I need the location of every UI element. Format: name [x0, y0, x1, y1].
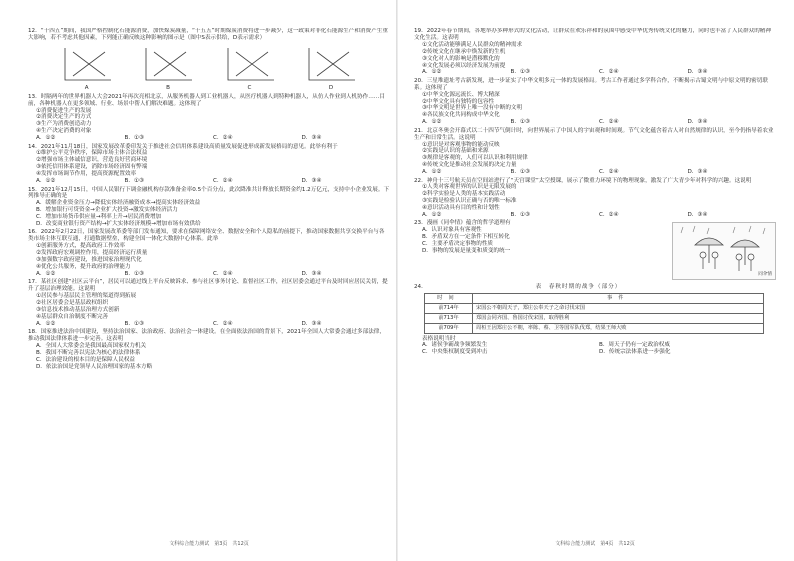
question-22 [414, 178, 776, 219]
table-title: 表 春秋时期的战争（部分） [535, 283, 622, 290]
statement: ④发挥市场调节作用，提高资源配置效率 [36, 171, 137, 178]
page-footer: 文科综合能力测试 第3页 共12页 [169, 541, 249, 548]
cell-time: 前714年 [425, 303, 473, 313]
option[interactable]: B．①③ [124, 178, 144, 185]
cartoon-caption: 同伞情 [758, 271, 772, 277]
statement: ③实践是检验认识正确与否的唯一标准 [422, 198, 517, 205]
option[interactable]: C．②④ [213, 320, 233, 327]
option[interactable]: A．①② [36, 270, 56, 277]
supply-demand-charts [28, 42, 390, 85]
options [414, 69, 776, 76]
table-header [425, 293, 764, 303]
option[interactable]: B．①③ [510, 69, 530, 76]
option[interactable]: A．①② [36, 135, 56, 142]
option[interactable]: C．增加市场货币供应量→利率上升→居民消费增加 [36, 214, 162, 221]
question-stem: 16．2022年2月22日，国家发展改革委等部门发布通知，要求在保障网络安全、数据安全和个人隐私的前提下，推动国家数据共享交换平台与各类市场主体互联互通，打通数据壁垒，构建全国一体化大数据中心体系。此举 [28, 229, 385, 243]
option[interactable]: D．③④ [687, 169, 708, 176]
chart-d [303, 44, 359, 84]
statement: ①维护公平竞争秩序，保障市场主体合法权益 [36, 150, 148, 157]
options [28, 271, 390, 278]
chart-letter: A [84, 84, 89, 91]
table-note: 表格说明当时 [422, 335, 456, 342]
cell-event: 周桓王因郑庄公不朝，率陈、蔡、卫等国军队伐郑，结果王师大败 [473, 323, 764, 333]
page-footer: 文科综合能力测试 第4页 共12页 [555, 541, 635, 548]
question-number: 24． [414, 283, 427, 290]
option[interactable]: C．②④ [213, 270, 233, 277]
statement: ③中华文明是世界上唯一没有中断的文明 [422, 105, 523, 112]
header-event: 事件 [473, 293, 764, 303]
statement: ②科学实验是人类的基本实践活动 [422, 191, 506, 198]
option[interactable]: D．③④ [687, 119, 708, 126]
option[interactable]: C．②④ [213, 135, 233, 142]
statement: ②社区居委会是基层政权组织 [36, 300, 109, 306]
statement: ④基层群众自治制度不断完善 [36, 313, 109, 320]
question-stem: 19．2022年春节期间，各地举办多种形式的文化活动，让群众在欢乐祥和的氛围中感受中华优秀传统文化的魅力，同时也丰富了人民群众的精神文化生活。这表明 [414, 28, 771, 41]
chart-a [59, 44, 115, 84]
options [414, 169, 776, 176]
statement: ①消费促进生产的发展 [36, 107, 92, 114]
question-stem: 15．2021年12月15日，中国人民银行下调金融机构存款准备金率0.5个百分点，此次降准共计释放长期资金约1.2万亿元，支持中小企业发展。下列推导正确的是 [28, 186, 390, 200]
chart-letter: C [247, 84, 252, 91]
question-12 [28, 28, 390, 92]
option[interactable]: C．②④ [213, 178, 233, 185]
question-16 [28, 229, 390, 277]
left-page [28, 28, 390, 548]
chart-letters [28, 85, 390, 92]
option[interactable]: D．事物的发展是量变和质变的统一 [422, 248, 511, 255]
options [28, 321, 390, 328]
statement: ④文化发展必须以经济发展为前提 [422, 62, 506, 69]
option[interactable]: B．①③ [124, 270, 144, 277]
question-stem: 14．2021年11月18日，国家发展改革委印发关于推进社会信用体系建设高质量发展促进形成新发展格局的意见。此举有利于 [28, 143, 338, 150]
chart-c [222, 44, 278, 84]
option[interactable]: B．矛盾双方在一定条件下相互转化 [422, 234, 510, 241]
option[interactable]: B．周天子仍有一定政治权威 [599, 342, 670, 349]
table-row [425, 323, 764, 333]
page-gutter [396, 0, 398, 561]
question-19 [414, 28, 776, 76]
option[interactable]: D．③④ [687, 69, 708, 76]
war-table [424, 293, 764, 334]
question-17 [28, 279, 390, 327]
statement: ②增强市场主体诚信意识，营造良好营商环境 [36, 157, 148, 164]
statement: ③信息技术推动基层治理方式创新 [36, 306, 120, 313]
option[interactable]: D．改变商业银行资产结构→扩大实体经济规模→增加市场有效供给 [36, 221, 201, 228]
option[interactable]: D．③④ [301, 270, 322, 277]
option[interactable]: B．①③ [510, 212, 530, 219]
question-stem: 23．漫画《同伞情》蕴含的哲学道理有 [414, 220, 511, 227]
option[interactable]: C．法治建设的根本目的是保障人民权益 [36, 356, 136, 363]
statement: ②中华文化具有独特的包容性 [422, 98, 495, 105]
question-23 [414, 220, 776, 282]
statement: ③生产为消费创造动力 [36, 121, 92, 128]
header-time: 时间 [425, 293, 473, 303]
option[interactable]: A．①② [422, 69, 442, 76]
option[interactable]: A．①② [422, 119, 442, 126]
option[interactable]: B．①③ [124, 320, 144, 327]
question-14 [28, 144, 390, 185]
statement: ①中华文化源远流长、博大精深 [422, 91, 500, 98]
statement: ④传统文化是推动社会发展的决定力量 [422, 162, 517, 169]
option[interactable]: A．诸侯争霸战争频繁发生 [422, 342, 488, 349]
option[interactable]: C．②④ [599, 169, 619, 176]
option[interactable]: A．①② [422, 212, 442, 219]
option[interactable]: A．①② [422, 169, 442, 176]
options [414, 119, 776, 126]
cell-event: 宋国公不朝周天子，郑庄公奉天子之命讨伐宋国 [473, 303, 764, 313]
question-21 [414, 128, 776, 176]
question-24 [414, 284, 776, 356]
question-18 [28, 329, 390, 370]
option[interactable]: A．认识对象具有客观性 [422, 227, 482, 234]
question-stem: 18．国家推进法治中国建设，坚持法治国家、法治政府、法治社会一体建设。在全面依法治国的背景下，2021年全国人大常委会通过多部法律，推动我国法律体系进一步完善。这表明 [28, 329, 385, 343]
cell-time: 前713年 [425, 313, 473, 323]
option[interactable]: D．传统宗法体系进一步强化 [599, 349, 671, 356]
statement: ①人类对客观世界的认识是无限发展的 [422, 184, 517, 191]
cell-time: 前709年 [425, 323, 473, 333]
right-page [414, 28, 776, 548]
statement: ③规律是客观的，人们可以认识和利用规律 [422, 155, 528, 162]
statement: ②实践是认识的基础和来源 [422, 148, 489, 155]
option[interactable]: C．主要矛盾决定事物的性质 [422, 241, 494, 248]
statement: ②消费决定生产的方式 [36, 114, 92, 121]
chart-b [140, 44, 196, 84]
question-15 [28, 187, 390, 228]
options [414, 342, 776, 356]
option[interactable]: D．③④ [301, 320, 322, 327]
option[interactable]: B．①③ [510, 119, 530, 126]
chart-letter: B [166, 84, 170, 91]
umbrella-cartoon [672, 222, 776, 280]
statement: ③文化对人的影响是潜移默化的 [422, 55, 500, 62]
statement: ④生产决定消费的对象 [36, 128, 92, 135]
options [28, 135, 390, 142]
option[interactable]: C．中央集权制度受到冲击 [422, 349, 488, 356]
table-row [425, 303, 764, 313]
question-stem: 22．神舟十三号航天员在空间站进行了“天宫课堂”太空授课，展示了微重力环境下的物理现象，激发了广大青少年对科学的兴趣。这说明 [414, 177, 752, 184]
statement: ④优化公共服务，提升政府的治理能力 [36, 263, 131, 270]
question-stem: 17．某社区创建“社区云平台”，居民可以通过线上平台反映诉求、参与社区事务讨论、监督社区工作，社区居委会通过平台及时回应居民关切，提升了基层治理效能。这说明 [28, 279, 388, 293]
statement: ②发挥政府宏观调控作用，提高经济运行质量 [36, 250, 148, 257]
statement: ①创新服务方式，提高政府工作效率 [36, 243, 125, 250]
question-stem: 20．三星堆遗址考古新发现，进一步证实了中华文明多元一体的发展格局。考古工作者通过多学科合作，不断揭示古蜀文明与中原文明的密切联系。这体现了 [414, 77, 768, 91]
option[interactable]: B．增加银行可贷资金→企业扩大投资→激发实体经济活力 [36, 207, 178, 214]
option[interactable]: B．①③ [510, 169, 530, 176]
table-row [425, 313, 764, 323]
statement: ①文化活动能够满足人民群众的精神需求 [422, 41, 523, 48]
options [414, 212, 776, 219]
option[interactable]: A．全国人大常委会是我国最高国家权力机关 [36, 342, 147, 349]
option[interactable]: C．②④ [599, 119, 619, 126]
statement: ②传统文化在继承中焕发新的生机 [422, 48, 506, 55]
option[interactable]: D．③④ [301, 135, 322, 142]
statement: ④各民族文化共同构成中华文化 [422, 112, 500, 119]
option[interactable]: A．缓解企业资金压力→降低实体经济融资成本→提高实体经济效益 [36, 200, 201, 207]
option[interactable]: D．③④ [687, 212, 708, 219]
statement: ①意识是对客观事物的能动反映 [422, 141, 500, 148]
option[interactable]: C．②④ [599, 212, 619, 219]
statement: ③加强数字政府建设，推进国家治理现代化 [36, 257, 142, 264]
statement: ③依托信用体系建设，消除市场经济固有弊端 [36, 164, 148, 171]
question-13 [28, 94, 390, 142]
chart-letter: D [328, 84, 334, 91]
option[interactable]: B．我国不断完善以宪法为核心的法律体系 [36, 349, 141, 356]
option[interactable]: D．依法治国是党领导人民治理国家的基本方略 [36, 363, 153, 370]
option[interactable]: C．②④ [599, 69, 619, 76]
statement: ④意识活动具有目的性和计划性 [422, 205, 500, 212]
question-stem: 21．北京冬奥会开幕式以二十四节气倒计时，向世界展示了中国人的宇宙观和时间观。节气文化蕴含着古人对自然规律的认识，至今仍指导着农业生产和日常生活。这说明 [414, 127, 774, 141]
option[interactable]: D．③④ [301, 178, 322, 185]
question-stem: 13．时隔两年的世界机器人大会2021年再次亮相北京，从服务机器人到工业机器人，从医疗机器人到特种机器人，从仿人作业到人机协作……目前，各种机器人在更多领域、行业、场景中帮人们解决难题。这体现了 [28, 93, 385, 107]
question-stem: 12．“十四五”期间，我国严格控制化石能源消费，加快煤炭减量，“十五五”时期煤炭消费将进一步减少，这一政策对非化石能源生产和消费产生重大影响，若不考虑其他因素，下列能正确反映这种影响的图示是（图中S表示供给，D表示需求） [28, 28, 388, 41]
statement: ①居民参与基层民主管理的渠道得到拓展 [36, 293, 137, 300]
question-stem [414, 284, 776, 291]
option[interactable]: A．①② [36, 178, 56, 185]
question-20 [414, 78, 776, 126]
option[interactable]: A．①② [36, 320, 56, 327]
options [28, 178, 390, 185]
option[interactable]: B．①③ [124, 135, 144, 142]
cell-event: 郑国会同齐国、鲁国讨伐宋国，取得胜利 [473, 313, 764, 323]
